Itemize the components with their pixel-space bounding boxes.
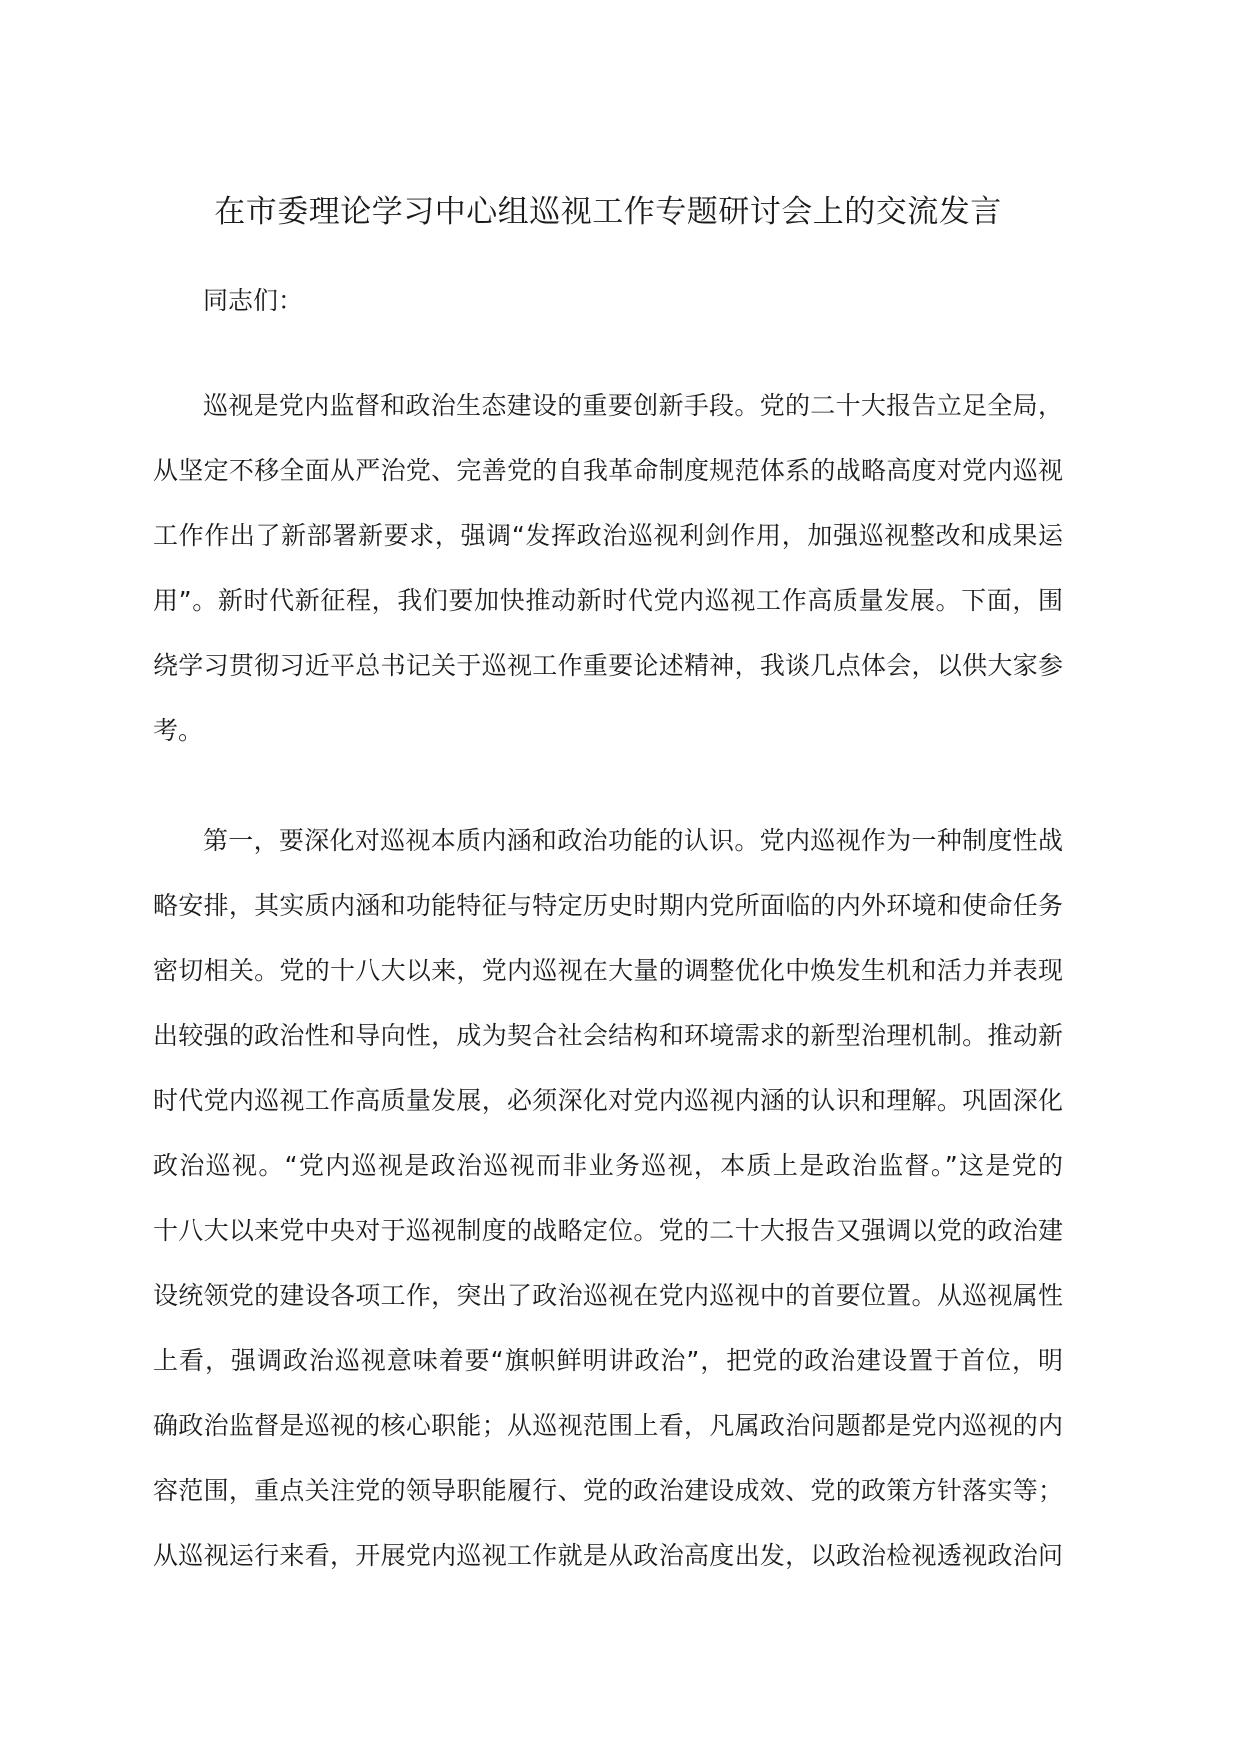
paragraph-line: 工作作出了新部署新要求，强调“发挥政治巡视利剑作用，加强巡视整改和成果运: [153, 521, 1063, 550]
paragraph-line: 绕学习贯彻习近平总书记关于巡视工作重要论述精神，我谈几点体会，以供大家参: [153, 651, 1063, 680]
paragraph-line: 密切相关。党的十八大以来，党内巡视在大量的调整优化中焕发生机和活力并表现: [153, 956, 1063, 985]
paragraph-line: 略安排，其实质内涵和功能特征与特定历史时期内党所面临的内外环境和使命任务: [153, 891, 1063, 920]
paragraph-intro: [153, 373, 1063, 763]
paragraph-first-point: [153, 808, 1063, 1588]
paragraph-line: 容范围，重点关注党的领导职能履行、党的政治建设成效、党的政策方针落实等；: [153, 1476, 1063, 1505]
paragraph-line: 考。: [153, 716, 204, 745]
paragraph-line: 用”。新时代新征程，我们要加快推动新时代党内巡视工作高质量发展。下面，围: [153, 586, 1063, 615]
paragraph-line: 第一，要深化对巡视本质内涵和政治功能的认识。党内巡视作为一种制度性战: [203, 826, 1063, 855]
document-title: 在市委理论学习中心组巡视工作专题研讨会上的交流发言: [214, 194, 1002, 230]
paragraph-line: 从巡视运行来看，开展党内巡视工作就是从政治高度出发，以政治检视透视政治问: [153, 1541, 1063, 1570]
paragraph-line: 十八大以来党中央对于巡视制度的战略定位。党的二十大报告又强调以党的政治建: [153, 1216, 1063, 1245]
paragraph-line: 政治巡视。“党内巡视是政治巡视而非业务巡视，本质上是政治监督。”这是党的: [153, 1151, 1063, 1180]
salutation: 同志们：: [203, 286, 304, 315]
document-body: [153, 268, 1063, 1588]
paragraph-line: 设统领党的建设各项工作，突出了政治巡视在党内巡视中的首要位置。从巡视属性: [153, 1281, 1063, 1310]
paragraph-line: 确政治监督是巡视的核心职能；从巡视范围上看，凡属政治问题都是党内巡视的内: [153, 1411, 1063, 1440]
paragraph-line: 上看，强调政治巡视意味着要“旗帜鲜明讲政治”，把党的政治建设置于首位，明: [153, 1346, 1063, 1375]
paragraph-line: 出较强的政治性和导向性，成为契合社会结构和环境需求的新型治理机制。推动新: [153, 1021, 1063, 1050]
paragraph-line: 从坚定不移全面从严治党、完善党的自我革命制度规范体系的战略高度对党内巡视: [153, 456, 1063, 485]
paragraph-line: 时代党内巡视工作高质量发展，必须深化对党内巡视内涵的认识和理解。巩固深化: [153, 1086, 1063, 1115]
paragraph-line: 巡视是党内监督和政治生态建设的重要创新手段。党的二十大报告立足全局，: [203, 391, 1063, 420]
